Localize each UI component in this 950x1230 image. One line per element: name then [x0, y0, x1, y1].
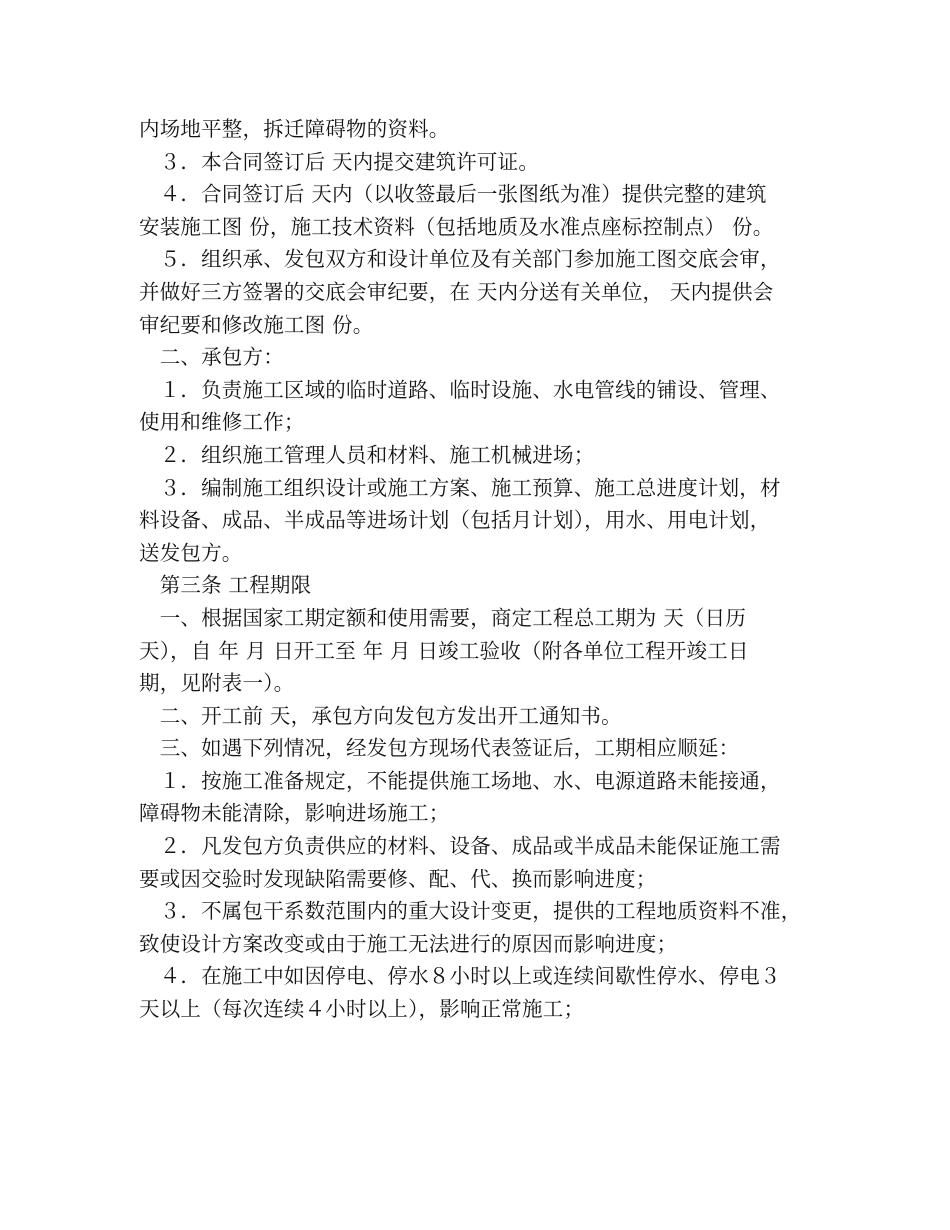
text-line: 使用和维修工作； [139, 410, 305, 435]
text-line: 料设备、成品、半成品等进场计划（包括月计划），用水、用电计划， [139, 508, 771, 533]
text-line: 并做好三方签署的交底会审纪要，在 天内分送有关单位， 天内提供会 [139, 279, 774, 304]
text-line: ３．编制施工组织设计或施工方案、施工预算、施工总进度计划，材 [139, 475, 781, 500]
text-line: 安装施工图 份，施工技术资料（包括地质及水准点座标控制点） 份。 [139, 214, 774, 239]
text-line: 天），自 年 月 日开工至 年 月 日竣工验收（附各单位工程开竣工日 [139, 638, 749, 663]
text-line: 要或因交验时发现缺陷需要修、配、代、换而影响进度； [139, 866, 657, 891]
text-line: ２．凡发包方负责供应的材料、设备、成品或半成品未能保证施工需 [139, 834, 781, 859]
text-line: ３．本合同签订后 天内提交建筑许可证。 [139, 149, 540, 174]
section-heading: 二、承包方： [139, 345, 284, 370]
text-line: 期，见附表一）。 [139, 671, 295, 696]
text-line: １．按施工准备规定，不能提供施工场地、水、电源道路未能接通， [139, 768, 781, 793]
text-line: 致使设计方案改变或由于施工无法进行的原因而影响进度； [139, 931, 678, 956]
text-line: 审纪要和修改施工图 份。 [139, 312, 374, 337]
text-line: 天以上（每次连续４小时以上），影响正常施工； [139, 997, 585, 1022]
text-line: 三、如遇下列情况，经发包方现场代表签证后，工期相应顺延： [139, 736, 740, 761]
text-line: ５．组织承、发包双方和设计单位及有关部门参加施工图交底会审， [139, 247, 781, 272]
text-line: 一、根据国家工期定额和使用需要，商定工程总工期为 天（日历 [139, 605, 747, 630]
text-line: ４．在施工中如因停电、停水８小时以上或连续间歇性停水、停电３ [139, 964, 781, 989]
article-heading: 第三条 工程期限 [139, 573, 312, 598]
text-line: ３．不属包干系数范围内的重大设计变更，提供的工程地质资料不准， [139, 899, 802, 924]
text-line: １．负责施工区域的临时道路、临时设施、水电管线的铺设、管理、 [139, 377, 781, 402]
text-line: ２．组织施工管理人员和材料、施工机械进场； [139, 442, 595, 467]
text-line: ４．合同签订后 天内（以收签最后一张图纸为准）提供完整的建筑 [139, 182, 767, 207]
text-line: 二、开工前 天，承包方向发包方发出开工通知书。 [139, 703, 622, 728]
text-line: 内场地平整，拆迁障碍物的资料。 [139, 117, 450, 141]
document-body [139, 113, 829, 1026]
text-line: 障碍物未能清除，影响进场施工； [139, 801, 450, 826]
text-line: 送发包方。 [139, 540, 243, 565]
